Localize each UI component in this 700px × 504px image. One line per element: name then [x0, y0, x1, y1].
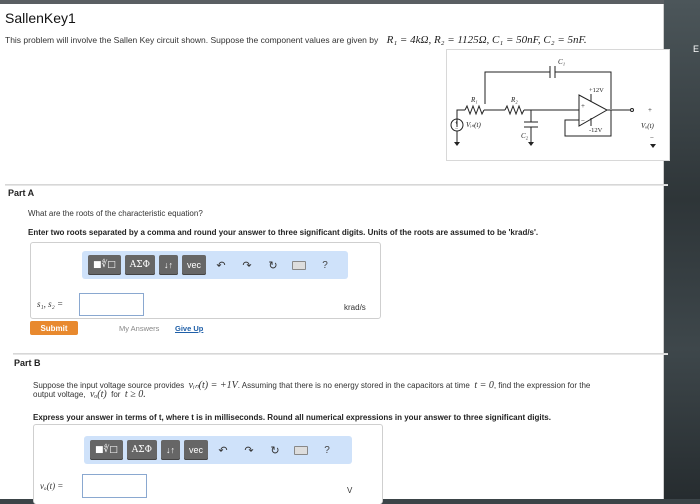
part-b-title: Part B — [14, 358, 41, 368]
problem-intro — [5, 34, 587, 46]
keyboard-icon[interactable] — [288, 255, 310, 275]
question-text: output voltage, — [33, 390, 86, 399]
part-a-answer-box — [30, 242, 381, 319]
undo-icon[interactable]: ↶ — [218, 444, 228, 457]
reset-icon[interactable]: ↻ — [270, 444, 280, 457]
undo-icon[interactable]: ↶ — [216, 259, 226, 272]
out-plus: + — [648, 106, 652, 114]
vminus-label: -12V — [589, 127, 603, 134]
part-a-answer-input[interactable] — [79, 293, 144, 316]
vin-label: Vᵢₙ(t) — [466, 121, 481, 129]
templates-button[interactable]: ■∜□ — [88, 255, 121, 275]
part-b-answer-box — [33, 424, 383, 504]
part-b-instruction: Express your answer in terms of t, where t is in milliseconds. Round all numerical expressions in your answer to three significant digits. — [33, 413, 551, 422]
side-label: E — [693, 44, 700, 54]
vin-expression: vᵢₙ(t) = +1V — [188, 380, 238, 391]
greek-symbols-button[interactable]: ΑΣΦ — [125, 255, 155, 275]
problem-title: SallenKey1 — [5, 10, 76, 26]
arrows-button[interactable]: ↓↑ — [161, 440, 180, 460]
svg-text:−: − — [455, 126, 459, 132]
svg-text:+: + — [581, 102, 585, 110]
vplus-label: +12V — [589, 87, 604, 94]
help-icon[interactable]: ? — [324, 444, 330, 456]
given-values: R₁ = 4kΩ, R₂ = 1125Ω, C₁ = 50nF, C₂ = 5nF. — [386, 34, 587, 46]
part-a-title: Part A — [8, 188, 35, 198]
submit-button[interactable]: Submit — [30, 321, 78, 335]
part-a-instruction: Enter two roots separated by a comma and round your answer to three significant digits. Units of the roots are assumed to be 'krad/s'. — [28, 228, 539, 237]
vout-label: Vₒ(t) — [641, 122, 654, 130]
out-minus: − — [650, 134, 654, 142]
part-a-math-toolbar — [82, 251, 348, 279]
help-icon[interactable]: ? — [322, 259, 328, 271]
r1-label: R₁ — [471, 96, 478, 104]
c1-label: C₁ — [558, 58, 566, 66]
redo-icon[interactable]: ↷ — [242, 259, 252, 272]
part-a-answer-label: s₁, s₂ = — [37, 299, 64, 309]
greek-symbols-button[interactable]: ΑΣΦ — [127, 440, 157, 460]
vector-button[interactable]: vec — [182, 255, 206, 275]
r2-label: R₂ — [511, 96, 518, 104]
templates-button[interactable]: ■∜□ — [90, 440, 123, 460]
question-text: Suppose the input voltage source provides — [33, 381, 185, 390]
redo-icon[interactable]: ↷ — [244, 444, 254, 457]
c2-label: C₂ — [521, 132, 529, 140]
circuit-diagram — [446, 49, 670, 161]
question-text: . Assuming that there is no energy stored in the capacitors at time — [237, 381, 470, 390]
vo-expression: vₒ(t) — [89, 389, 107, 400]
reset-icon[interactable]: ↻ — [268, 259, 278, 272]
keyboard-icon[interactable] — [290, 440, 312, 460]
give-up-link[interactable]: Give Up — [175, 324, 204, 333]
t-condition-expression: t ≥ 0. — [124, 389, 146, 400]
arrows-button[interactable]: ↓↑ — [159, 255, 178, 275]
divider — [5, 184, 668, 186]
part-b-unit: V — [347, 486, 353, 495]
part-a-question: What are the roots of the characteristic equation? — [28, 209, 203, 218]
my-answers-link[interactable]: My Answers — [119, 324, 160, 333]
divider — [13, 353, 668, 355]
part-b-answer-input[interactable] — [82, 474, 147, 498]
vector-button[interactable]: vec — [184, 440, 208, 460]
part-b-math-toolbar — [84, 436, 352, 464]
svg-text:+: + — [454, 121, 458, 127]
problem-page — [0, 4, 664, 499]
intro-text: This problem will involve the Sallen Key circuit shown. Suppose the component values are given by — [5, 35, 379, 45]
part-a-unit: krad/s — [344, 303, 366, 312]
svg-text:−: − — [581, 117, 585, 125]
part-b-question — [33, 381, 673, 399]
part-b-answer-label: vₒ(t) = — [40, 481, 64, 491]
question-text: for — [111, 390, 121, 399]
question-text: , find the expression for the — [493, 381, 591, 390]
t-zero-expression: t = 0 — [474, 380, 494, 391]
sallen-key-circuit-icon — [447, 50, 669, 160]
